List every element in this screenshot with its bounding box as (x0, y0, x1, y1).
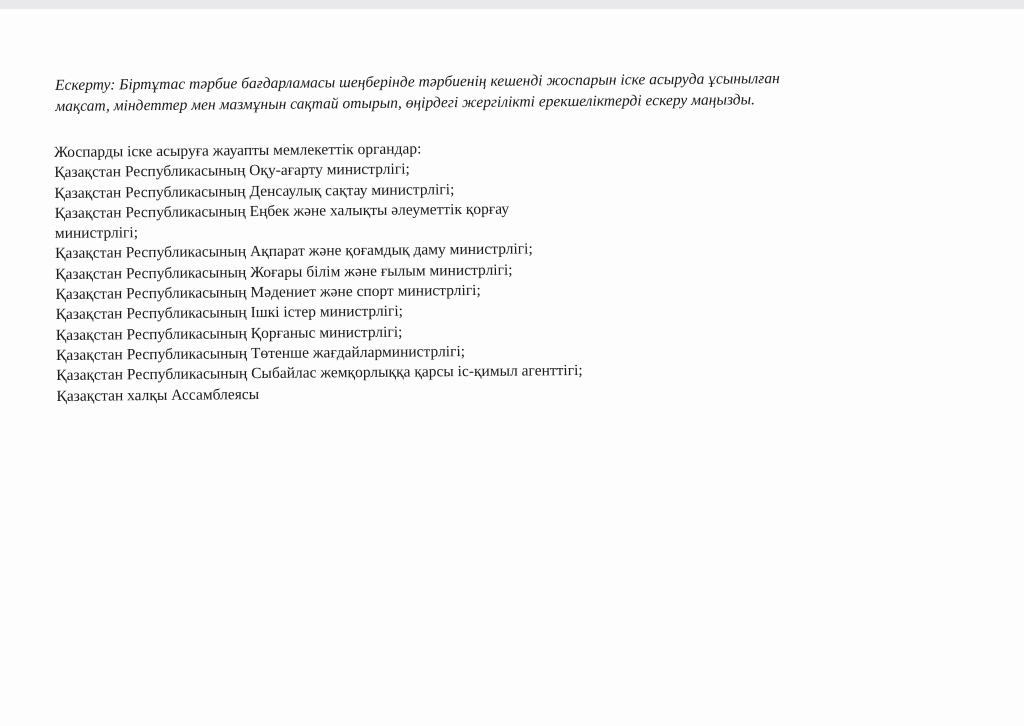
note-line: Ескерту: Біртұтас тәрбие бағдарламасы шеңберінде тәрбиенің кешенді жоспарын іске асыруда ұсынылған (55, 70, 780, 94)
list-item: Қазақстан Республикасының Денсаулық сақтау министрлігі; (54, 180, 455, 202)
list-item: Қазақстан Республикасының Ақпарат және қоғамдық даму министрлігі; (54, 240, 533, 263)
list-item: Қазақстан Республикасының Сыбайлас жемқорлыққа қарсы іс-қимыл агенттігі; (56, 362, 583, 385)
list-item: министрлігі; (54, 224, 139, 243)
note-paragraph (55, 67, 915, 117)
list-heading: Жоспарды іске асыруға жауапты мемлекеттік органдар: (54, 140, 422, 161)
list-item: Қазақстан Республикасының Ішкі істер министрлігі; (55, 303, 404, 324)
viewer-top-bar (0, 0, 1024, 9)
list-item: Қазақстан Республикасының Мәдениет және спорт министрлігі; (55, 281, 481, 304)
list-item: Қазақстан Республикасының Жоғары білім және ғылым министрлігі; (55, 261, 513, 283)
list-item: Қазақстан халқы Ассамблеясы (56, 385, 260, 405)
responsible-bodies-list (54, 136, 757, 407)
document-page (0, 9, 1024, 726)
list-item: Қазақстан Республикасының Төтенше жағдайларминистрлігі; (55, 343, 466, 364)
list-item: Қазақстан Республикасының Қорғаныс министрлігі; (55, 323, 403, 344)
note-line: мақсат, міндеттер мен мазмұнын сақтай отырып, өңірдегі жергілікті ерекшеліктерді ескеру маңызды. (55, 91, 756, 115)
list-item: Қазақстан Республикасының Еңбек және халықты әлеуметтік қорғау (54, 200, 510, 222)
list-item: Қазақстан Республикасының Оқу-ағарту министрлігі; (54, 160, 410, 182)
